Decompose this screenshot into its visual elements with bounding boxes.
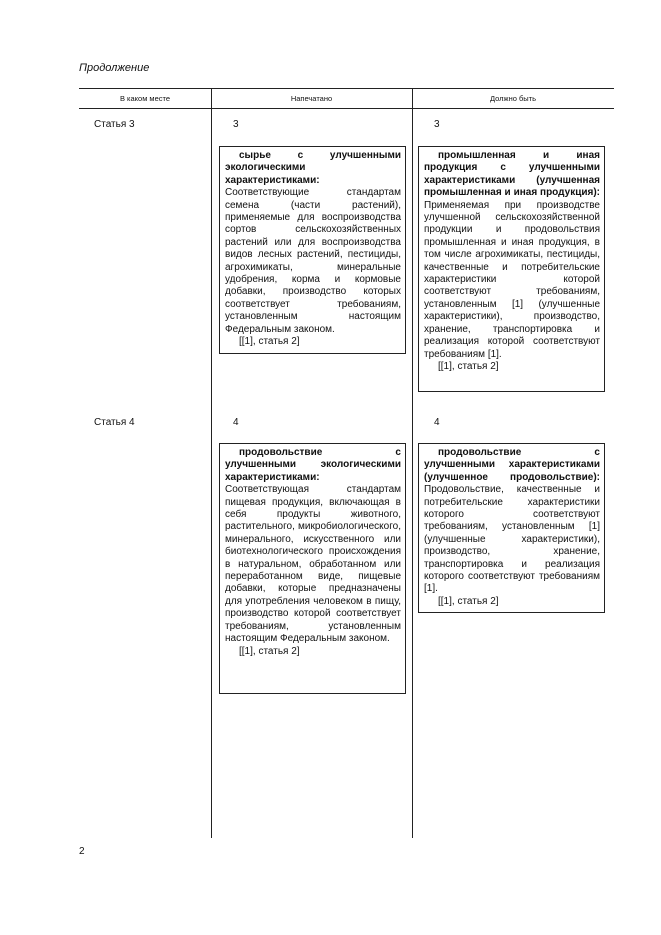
- row-1-should-text: Применяемая при производстве улучшенной сельскохозяйственной продукции и продовольствия промышленная и иная продукция, в том числе агрохимикаты, пестициды, качественные и потребительские характеристики которой соответствуют требованиям, установленным [1] (улучшенные характеристики), производство, хранение, транспортировка и реализация которой соответствуют требованиям [1].: [424, 199, 600, 360]
- col-header-should-be: Должно быть: [490, 94, 536, 103]
- row-2-should-term: продовольствие с улучшенными характеристиками (улучшенное продовольствие):: [424, 447, 600, 483]
- table-top-rule: [79, 88, 614, 89]
- row-2-should-number: 4: [434, 417, 440, 428]
- row-2-should-box: [418, 443, 605, 613]
- row-1-should-number: 3: [434, 119, 440, 130]
- row-1-printed-text: Соответствующие стандартам семена (части растений), применяемые для воспроизводства сортов сельскохозяйственных растений или для воспроизводства видов лесных растений, пестициды, агрохимикаты, минеральные удобрения, корма и кормовые добавки, производство которых соответствует требованиям, установленным настоящим Федеральным законом.: [225, 187, 401, 335]
- table-header-rule: [79, 108, 614, 109]
- row-1-should-term: промышленная и иная продукция с улучшенными характеристиками (улучшенная промышленная и иная продукция):: [424, 150, 600, 199]
- row-1-printed-ref: [[1], статья 2]: [239, 336, 300, 348]
- row-2-should-ref: [[1], статья 2]: [438, 595, 499, 607]
- continuation-label: Продолжение: [79, 62, 150, 74]
- row-2-printed-text: Соответствующая стандартам пищевая продукция, включающая в себя продукты животного, растительного, микробиологического, минерального, искусственного или биотехнологического происхождения в натуральном, обработанном или переработанном виде, пищевые добавки, которые предназначены для употребления человеком в пищу, производство которой соответствует требованиям, установленным настоящим Федеральным законом.: [225, 484, 401, 645]
- row-1-where: Статья 3: [94, 119, 135, 130]
- row-2-printed-term: продовольствие с улучшенными экологическими характеристиками:: [225, 447, 401, 483]
- row-1-printed-number: 3: [233, 119, 239, 130]
- column-divider-1: [211, 88, 212, 838]
- row-2-printed-number: 4: [233, 417, 239, 428]
- row-2-printed-ref: [[1], статья 2]: [239, 645, 300, 657]
- column-divider-2: [412, 88, 413, 838]
- row-1-should-box: [418, 146, 605, 392]
- row-1-printed-term: сырье с улучшенными экологическими характеристиками:: [225, 150, 401, 186]
- row-2-should-text: Продовольствие, качественные и потребительские характеристики которого соответствуют требованиям, установленным [1] (улучшенные характеристики), производство, хранение, транспортировка и реализация которого соответствуют требованиям [1].: [424, 484, 600, 595]
- page-number: 2: [79, 846, 85, 857]
- col-header-printed: Напечатано: [290, 94, 333, 103]
- row-1-printed-box: [219, 146, 406, 354]
- row-1-should-ref: [[1], статья 2]: [438, 360, 499, 372]
- col-header-where: В каком месте: [119, 94, 171, 103]
- row-2-where: Статья 4: [94, 417, 135, 428]
- row-2-printed-box: [219, 443, 406, 694]
